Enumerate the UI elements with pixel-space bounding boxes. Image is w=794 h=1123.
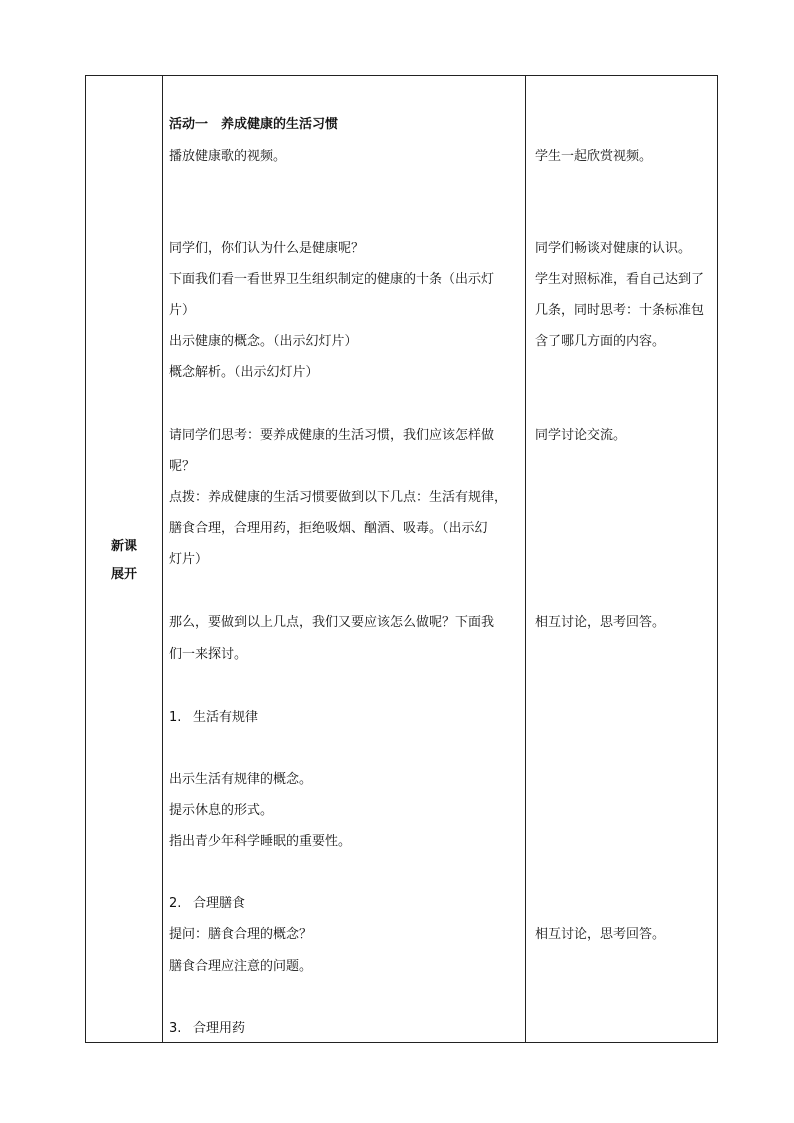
numbered-item-3 [169,1020,245,1038]
teacher-line: 呢？ [169,459,196,474]
column-divider-1 [162,76,163,1042]
teacher-line: 片） [169,303,196,318]
item-number: 2. [169,896,182,911]
item-text: 合理用药 [193,1021,246,1036]
row-label-line-2: 展开 [110,567,137,582]
teacher-line: 概念解析。（出示幻灯片） [169,365,319,380]
teacher-line: 提问：膳食合理的概念？ [169,927,313,942]
teacher-line: 播放健康歌的视频。 [169,149,287,164]
teacher-line: 膳食合理，合理用药，拒绝吸烟、酗酒、吸毒。（出示幻 [169,521,488,536]
student-line: 几条，同时思考：十条标准包 [535,303,705,318]
numbered-item-2 [169,895,245,913]
teacher-line: 点拨：养成健康的生活习惯要做到以下几点：生活有规律， [169,490,508,505]
teacher-line: 灯片） [169,552,209,567]
column-divider-2 [525,76,526,1042]
row-label-line-1: 新课 [110,539,137,554]
student-line: 相互讨论，思考回答。 [535,615,666,630]
teacher-line: 们一来探讨。 [169,647,248,662]
lesson-table [85,75,718,1043]
numbered-item-1 [169,709,258,727]
student-line: 含了哪几方面的内容。 [535,334,666,349]
student-line: 相互讨论，思考回答。 [535,927,666,942]
student-line: 同学讨论交流。 [535,428,627,443]
item-number: 3. [169,1021,182,1036]
student-line: 学生对照标准，看自己达到了 [535,272,705,287]
item-text: 生活有规律 [193,710,259,725]
teacher-line: 指出青少年科学睡眠的重要性。 [169,834,352,849]
item-text: 合理膳食 [193,896,246,911]
teacher-line: 膳食合理应注意的问题。 [169,959,313,974]
teacher-line: 下面我们看一看世界卫生组织制定的健康的十条（出示灯 [169,272,495,287]
teacher-line: 提示休息的形式。 [169,803,274,818]
teacher-line: 出示生活有规律的概念。 [169,772,313,787]
item-number: 1. [169,710,182,725]
teacher-line: 那么，要做到以上几点，我们又要应该怎么做呢？下面我 [169,615,495,630]
teacher-line: 同学们，你们认为什么是健康呢？ [169,241,365,256]
teacher-line: 请同学们思考：要养成健康的生活习惯，我们应该怎样做 [169,428,495,443]
teacher-line: 出示健康的概念。（出示幻灯片） [169,334,358,349]
student-line: 学生一起欣赏视频。 [535,149,653,164]
row-label-cell [86,76,162,1042]
activity-heading: 活动一 养成健康的生活习惯 [169,117,339,132]
student-line: 同学们畅谈对健康的认识。 [535,241,692,256]
